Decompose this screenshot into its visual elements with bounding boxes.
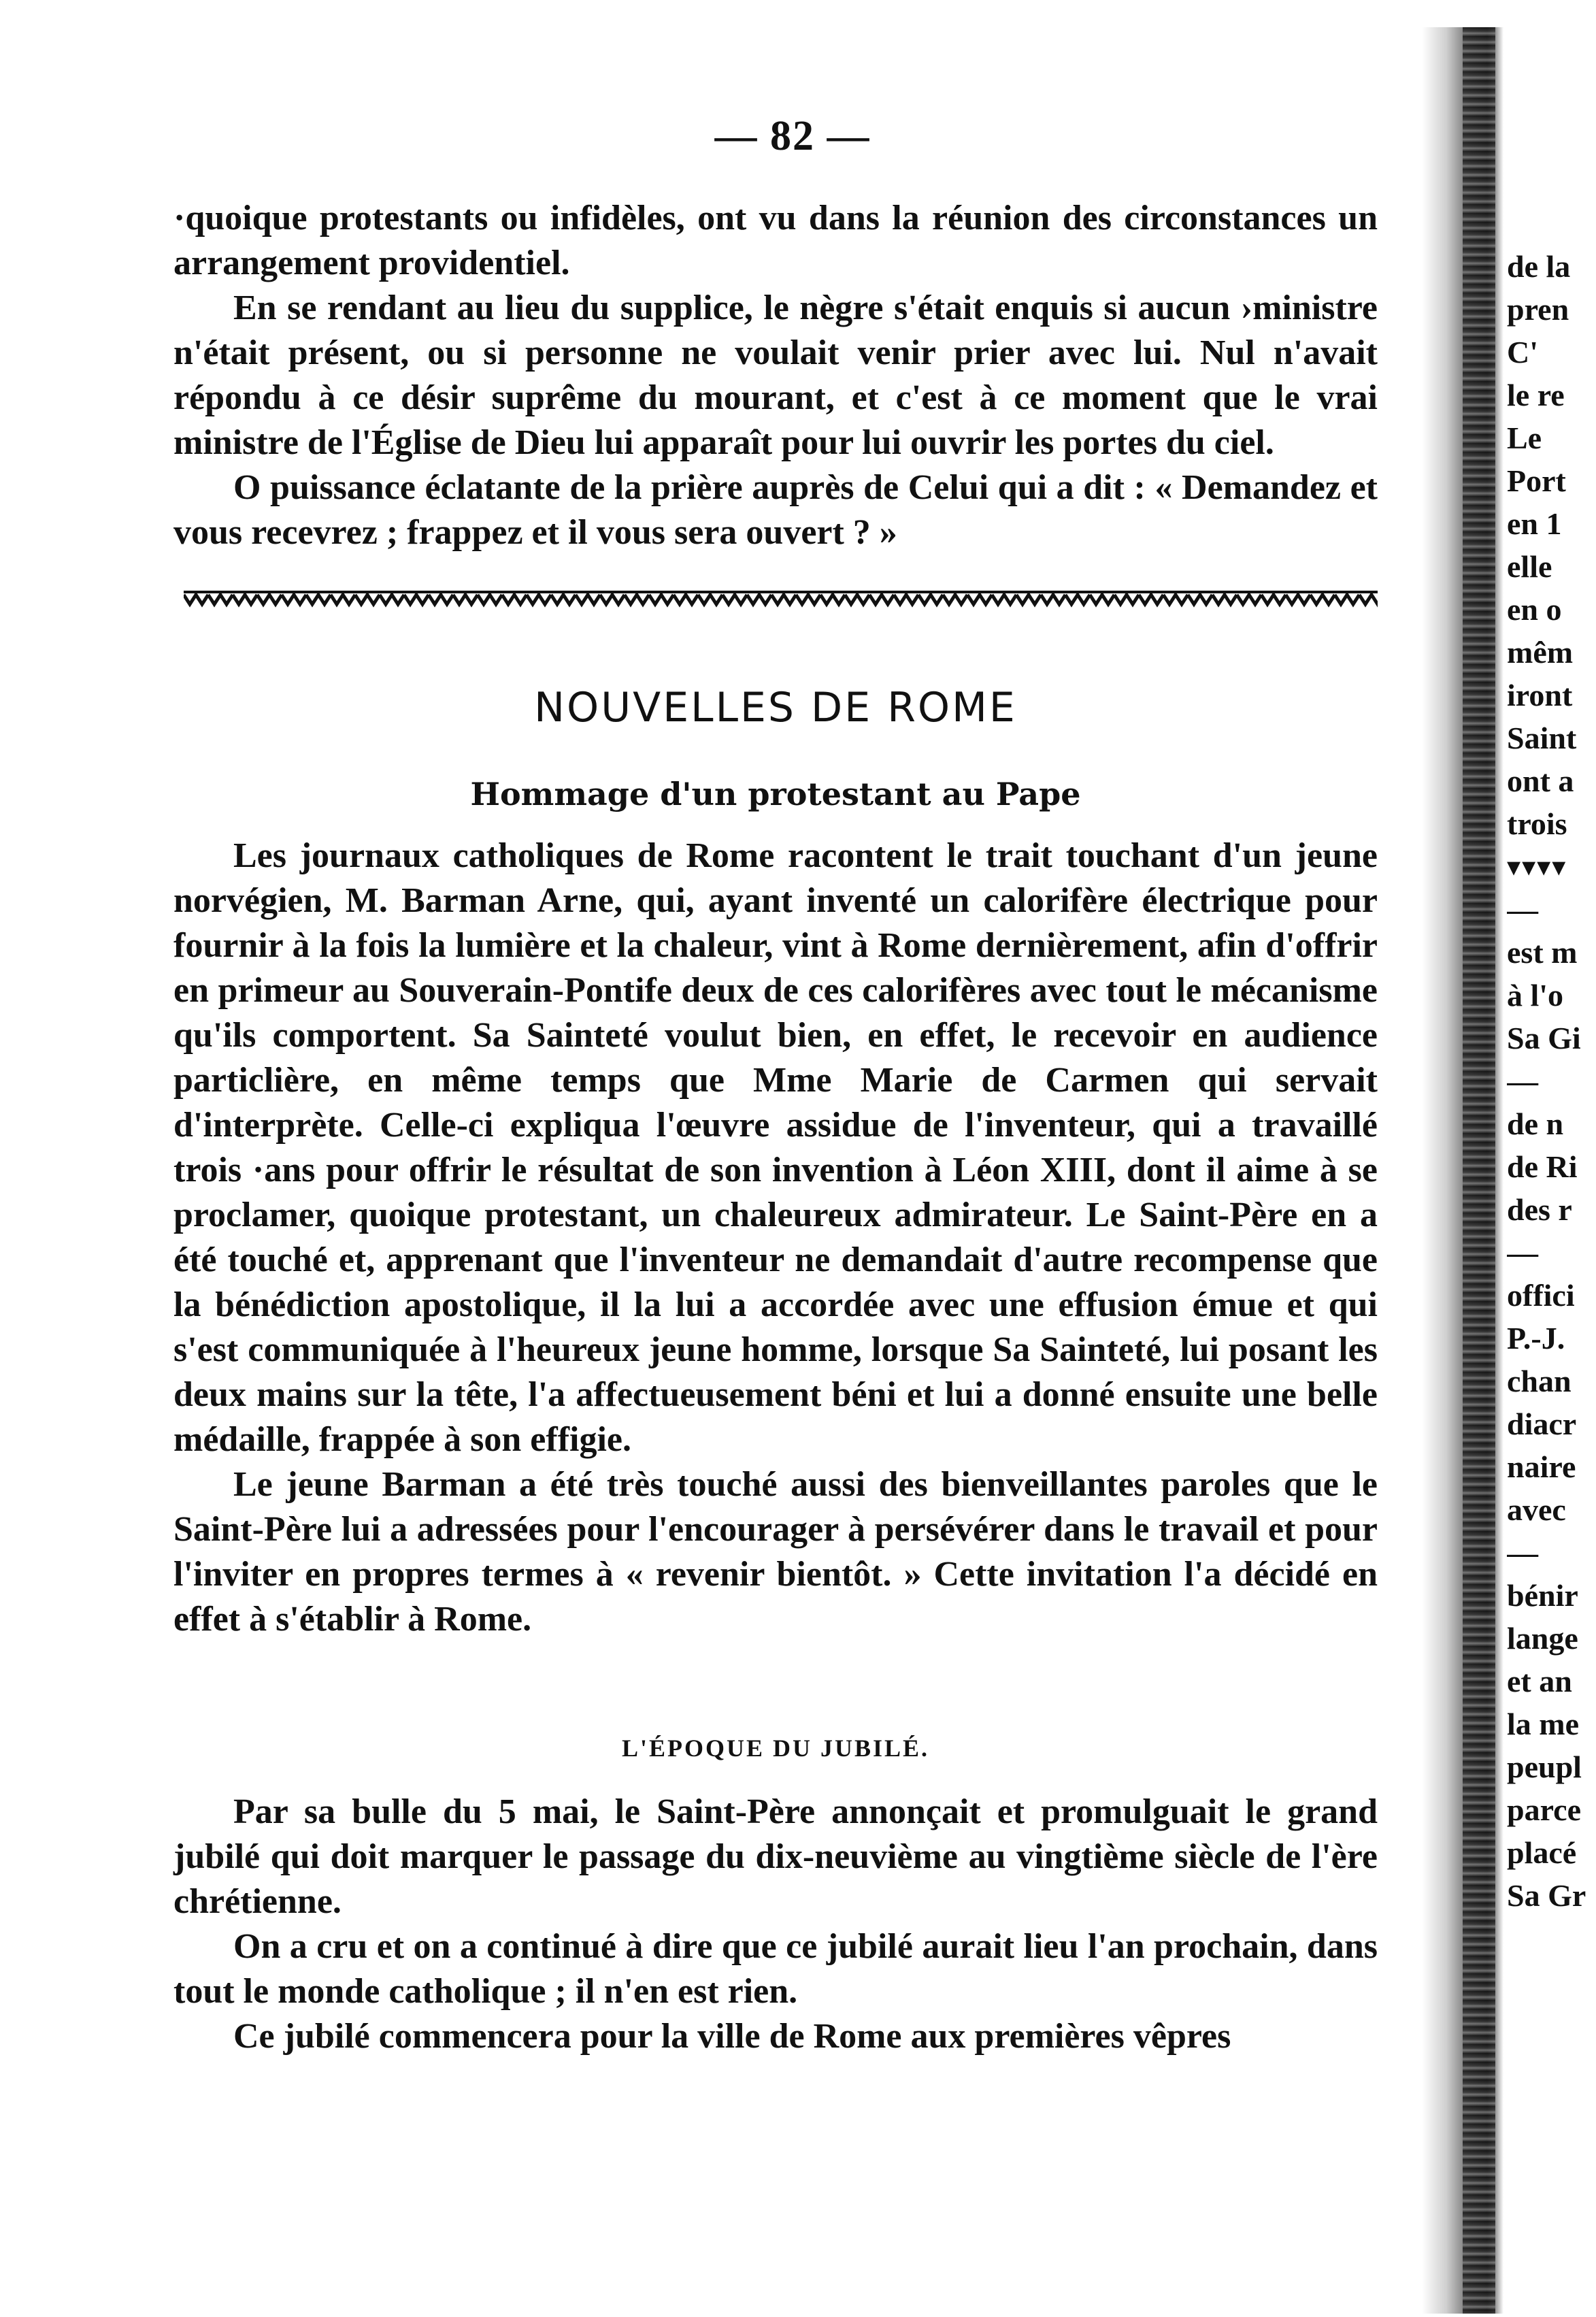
adjacent-line: iront: [1507, 678, 1573, 712]
adjacent-page-fragment: [1507, 245, 1596, 2150]
article-text-block: [173, 834, 1378, 1642]
intro-text-block: [173, 196, 1378, 555]
ornamental-divider: [184, 589, 1378, 610]
adjacent-line: pren: [1507, 292, 1569, 327]
adjacent-line: —: [1507, 1235, 1538, 1270]
article-paragraph: Le jeune Barman a été très touché aussi des bienveillantes paroles que le Saint-Père lui a adressées pour l'encourager à persévérer dans le travail et pour l'inviter en propres termes à « revenir bientôt. » Cette invitation l'a décidé en effet à s'établir à Rome.: [173, 1465, 1378, 1639]
adjacent-line: chan: [1507, 1364, 1572, 1398]
adjacent-line: naire: [1507, 1449, 1576, 1484]
adjacent-line: Port: [1507, 463, 1566, 498]
adjacent-line: Le: [1507, 421, 1542, 455]
adjacent-line: P.-J.: [1507, 1321, 1565, 1355]
adjacent-line: en o: [1507, 592, 1562, 627]
adjacent-line: C': [1507, 335, 1538, 369]
adjacent-line: Saint: [1507, 721, 1577, 755]
adjacent-line: parce: [1507, 1792, 1582, 1827]
adjacent-line: de n: [1507, 1106, 1564, 1141]
adjacent-line: de la: [1507, 249, 1571, 284]
adjacent-line: peupl: [1507, 1749, 1582, 1784]
adjacent-line: de Ri: [1507, 1149, 1578, 1184]
intro-paragraph: En se rendant au lieu du supplice, le nègre s'était enquis si aucun ›ministre n'était présent, ou si personne ne voulait venir prier avec lui. Nul n'avait répondu à ce désir suprême du mourant, et c'est à ce moment que le vrai ministre de l'Église de Dieu lui apparaît pour lui ouvrir les portes du ciel.: [173, 289, 1378, 462]
adjacent-line: placé: [1507, 1835, 1577, 1870]
article-paragraph: Les journaux catholiques de Rome racontent le trait touchant d'un jeune norvégien, M. Barman Arne, qui, ayant inventé un calorifère électrique pour fournir à la fois la lumière et la chaleur, vint à Rome dernièrement, afin d'offrir en primeur au Souverain-Pontife deux de ces calorifères avec tout le mécanisme qu'ils comportent. Sa Sainteté voulut bien, en effet, le recevoir en audience particlière, en même temps que Mme Marie de Carmen qui servait d'interprète. Celle-ci expliqua l'œuvre assidue de l'inventeur, qui a travaillé trois ·ans pour offrir le résultat de son invention à Léon XIII, dont il aime à se proclamer, quoique protestant, un chaleureux admirateur. Le Saint-Père en a été touché et, apprenant que l'inventeur ne demandait d'autre recompense que la bénédiction apostolique, il la lui a accordée avec une effusion émue et qui s'est communiquée à l'heureux jeune homme, lorsque Sa Sainteté, lui posant les deux mains sur la tête, l'a affectueusement béni et lui a donné ensuite une belle médaille, frappée à son effigie.: [173, 836, 1378, 1459]
adjacent-line: trois: [1507, 806, 1567, 841]
adjacent-line: la me: [1507, 1707, 1580, 1741]
adjacent-line: bénir: [1507, 1578, 1578, 1613]
adjacent-line: est m: [1507, 935, 1578, 970]
adjacent-line: à l'o: [1507, 978, 1564, 1013]
adjacent-line: et an: [1507, 1664, 1572, 1698]
adjacent-line: offici: [1507, 1278, 1575, 1313]
intro-paragraph: O puissance éclatante de la prière auprès de Celui qui a dit : « Demandez et vous recevrez ; frappez et il vous sera ouvert ? »: [173, 468, 1378, 552]
adjacent-line: —: [1507, 1535, 1538, 1570]
adjacent-ornament: ▾▾▾▾: [1507, 851, 1567, 882]
adjacent-line: le re: [1507, 378, 1565, 412]
article-title: Hommage d'un protestant au Pape: [470, 776, 1081, 812]
adjacent-line: elle: [1507, 549, 1552, 584]
jubile-paragraph: Par sa bulle du 5 mai, le Saint-Père annonçait et promulguait le grand jubilé qui doit marquer le passage du dix-neuvième au vingtième siècle de l'ère chrétienne.: [173, 1792, 1378, 1921]
page-number: — 82 —: [714, 113, 871, 159]
jubile-paragraph: Ce jubilé commencera pour la ville de Rome aux premières vêpres: [233, 2017, 1231, 2056]
adjacent-line: ont a: [1507, 763, 1574, 798]
section-title: NOUVELLES DE ROME: [534, 684, 1017, 732]
intro-paragraph: ·quoique protestants ou infidèles, ont vu dans la réunion des circonstances un arrangement providentiel.: [173, 199, 1378, 282]
adjacent-line: Sa Gr: [1507, 1878, 1586, 1913]
adjacent-line: avec: [1507, 1492, 1566, 1527]
adjacent-line: des r: [1507, 1192, 1572, 1227]
adjacent-line: diacr: [1507, 1407, 1577, 1441]
adjacent-line: —: [1507, 892, 1538, 927]
subsection-title: L'ÉPOQUE DU JUBILÉ.: [621, 1735, 930, 1762]
page-gutter-binding: [1463, 27, 1495, 2314]
jubile-paragraph: On a cru et on a continué à dire que ce jubilé aurait lieu l'an prochain, dans tout le monde catholique ; il n'en est rien.: [173, 1927, 1378, 2011]
adjacent-line: Sa Gi: [1507, 1021, 1581, 1055]
adjacent-line: lange: [1507, 1621, 1578, 1656]
adjacent-line: en 1: [1507, 506, 1562, 541]
adjacent-line: mêm: [1507, 635, 1574, 670]
jubile-text-block: [173, 1790, 1378, 2059]
adjacent-line: —: [1507, 1064, 1538, 1098]
